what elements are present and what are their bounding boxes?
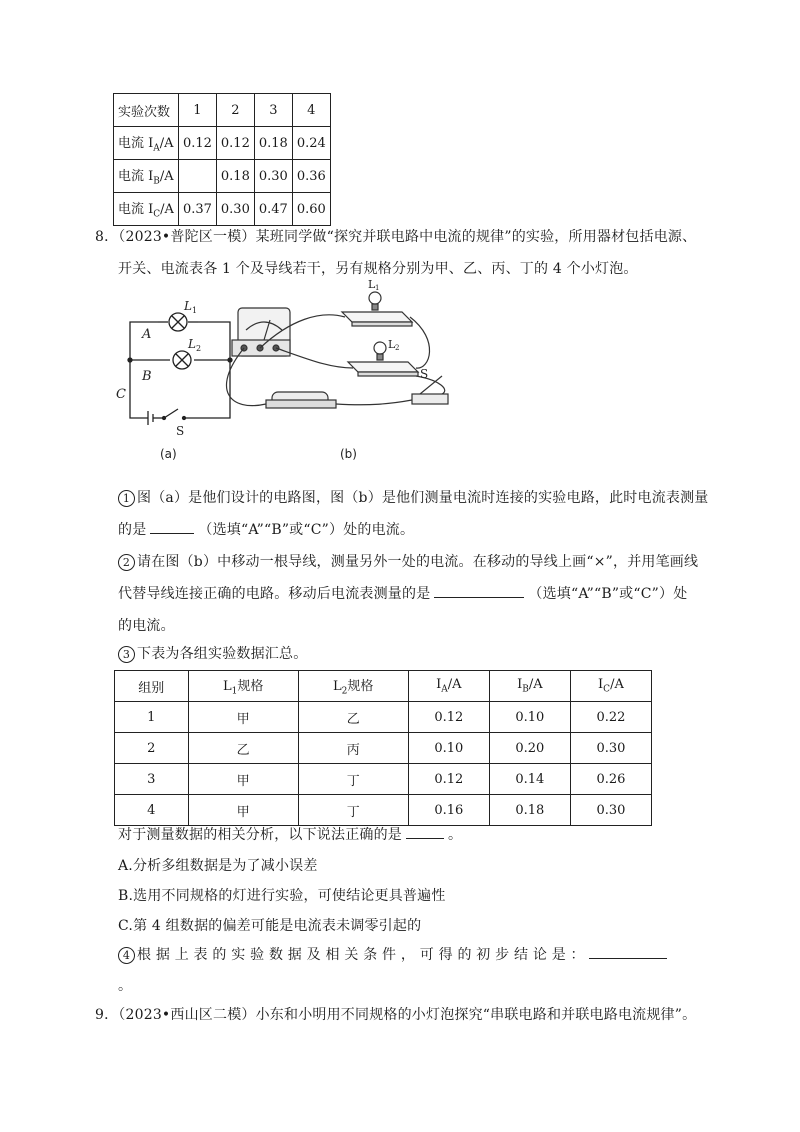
table-cell: 0.12 [216,127,254,160]
table-row [114,193,331,226]
switch-s-label: S [420,367,429,381]
table-header-cell: 1 [178,94,216,127]
table-cell: 0.37 [178,193,216,226]
row-label: 电流 $I_B/A$ [114,160,179,193]
answer-blank-4[interactable] [589,944,667,959]
table-cell: 0.36 [292,160,330,193]
table-cell: 丁 [298,795,408,826]
table-cell: 0.30 [570,733,651,764]
part-4-line: 4 根 据 上 表 的 实 验 数 据 及 相 关 条 件 ， 可 得 的 初 步 结 论 是 ： [118,944,671,964]
lamp-board-2-icon [348,362,418,372]
svg-text:L: L [368,278,376,291]
lamp-board-1-icon [342,312,412,322]
row-label: 电流 $I_C/A$ [114,193,179,226]
svg-text:2: 2 [196,344,202,353]
table-header-cell: $I_B/A$ [489,671,570,702]
answer-blank-3[interactable] [406,824,444,839]
switch-label: S [176,424,185,438]
svg-text:L: L [188,337,196,351]
figure-a-caption: (a) [160,447,177,461]
table-cell: 0.10 [489,702,570,733]
answer-blank-1[interactable] [150,519,194,534]
group-data-table [114,670,652,826]
table-header-cell: $L_1$规格 [188,671,298,702]
circuit-figures [116,278,430,465]
bulb-1-icon [369,292,381,304]
table-cell: 2 [115,733,189,764]
svg-text:1: 1 [192,306,198,315]
table-header-cell: 组别 [115,671,189,702]
knife-switch-icon [412,394,448,404]
analysis-line: 对于测量数据的相关分析，以下说法正确的是 。 [118,824,462,844]
table-row [114,94,331,127]
answer-blank-2[interactable] [434,583,524,598]
question-9-intro: 9．（2023•西山区二模）小东和小明用不同规格的小灯泡探究“串联电路和并联电路电流规律”。 [95,1007,697,1023]
option-c: C.第 4 组数据的偏差可能是电流表未调零引起的 [118,918,422,934]
circuit-photo-b [227,292,448,408]
table-cell: 乙 [298,702,408,733]
table-row [115,671,652,702]
table-cell: 0.30 [570,795,651,826]
table-cell [178,160,216,193]
table-cell: 丁 [298,764,408,795]
table-cell: 3 [115,764,189,795]
table-cell: 0.30 [254,160,292,193]
table-header-cell: 3 [254,94,292,127]
point-a-label: A [142,327,152,342]
current-data-table [113,93,331,226]
table-cell: 4 [115,795,189,826]
svg-text:2: 2 [395,344,400,352]
part-1-line-2: 的是 （选填“A”“B”或“C”）处的电流。 [118,519,414,539]
table-cell: 0.12 [408,764,489,795]
table-cell: 0.24 [292,127,330,160]
option-b: B.选用不同规格的灯进行实验，可使结论更具普遍性 [118,888,446,904]
table-header-cell: $L_2$规格 [298,671,408,702]
table-cell: 甲 [188,764,298,795]
table-cell: 0.60 [292,193,330,226]
table-cell: 乙 [188,733,298,764]
table-cell: 0.20 [489,733,570,764]
table-header-cell: $I_A/A$ [408,671,489,702]
figure-b-caption: (b) [340,447,357,461]
table-header-cell: 实验次数 [114,94,179,127]
table-cell: 1 [115,702,189,733]
table-row [115,733,652,764]
switch-icon [164,409,178,418]
table-cell: 0.26 [570,764,651,795]
part-4-end: 。 [118,978,133,994]
table-header-cell: 2 [216,94,254,127]
question-8-intro: 8．（2023•普陀区一模）某班同学做“探究并联电路中电流的规律”的实验，所用器材包括电源、 [95,229,697,245]
part-2-line-3: 的电流。 [118,618,175,634]
table-cell: 甲 [188,795,298,826]
table-cell: 0.18 [254,127,292,160]
point-c-label: C [116,387,126,402]
table-cell: 0.12 [178,127,216,160]
part-2-line-2: 代替导线连接正确的电路。移动后电流表测量的是 （选填“A”“B”或“C”）处 [118,583,687,603]
table-row [115,702,652,733]
svg-text:1: 1 [375,284,380,292]
table-header-cell: $I_C/A$ [570,671,651,702]
table-header-cell: 4 [292,94,330,127]
table-row [114,160,331,193]
table-cell: 甲 [188,702,298,733]
svg-text:L: L [184,299,192,313]
part-2-line-1: 2 请在图（b）中移动一根导线，测量另外一处的电流。在移动的导线上画“×”，并用笔画线 [118,551,698,571]
table-cell: 0.22 [570,702,651,733]
table-cell: 0.14 [489,764,570,795]
row-label: 电流 $I_A/A$ [114,127,179,160]
table-cell: 0.18 [216,160,254,193]
table-row [115,764,652,795]
bulb-2-icon [374,342,386,354]
part-3-line: 3 下表为各组实验数据汇总。 [118,643,307,663]
table-cell: 丙 [298,733,408,764]
table-cell: 0.12 [408,702,489,733]
table-cell: 0.18 [489,795,570,826]
option-a: A.分析多组数据是为了减小误差 [118,858,318,874]
table-cell: 0.10 [408,733,489,764]
table-row [115,795,652,826]
svg-text:L: L [388,338,396,351]
table-cell: 0.30 [216,193,254,226]
table-row [114,127,331,160]
table-cell: 0.16 [408,795,489,826]
part-1-line-1: 1 图（a）是他们设计的电路图，图（b）是他们测量电流时连接的实验电路，此时电流表测量 [118,487,709,507]
question-8-intro-cont: 开关、电流表各 1 个及导线若干，另有规格分别为甲、乙、丙、丁的 4 个小灯泡。 [118,261,638,277]
point-b-label: B [142,369,152,384]
table-cell: 0.47 [254,193,292,226]
